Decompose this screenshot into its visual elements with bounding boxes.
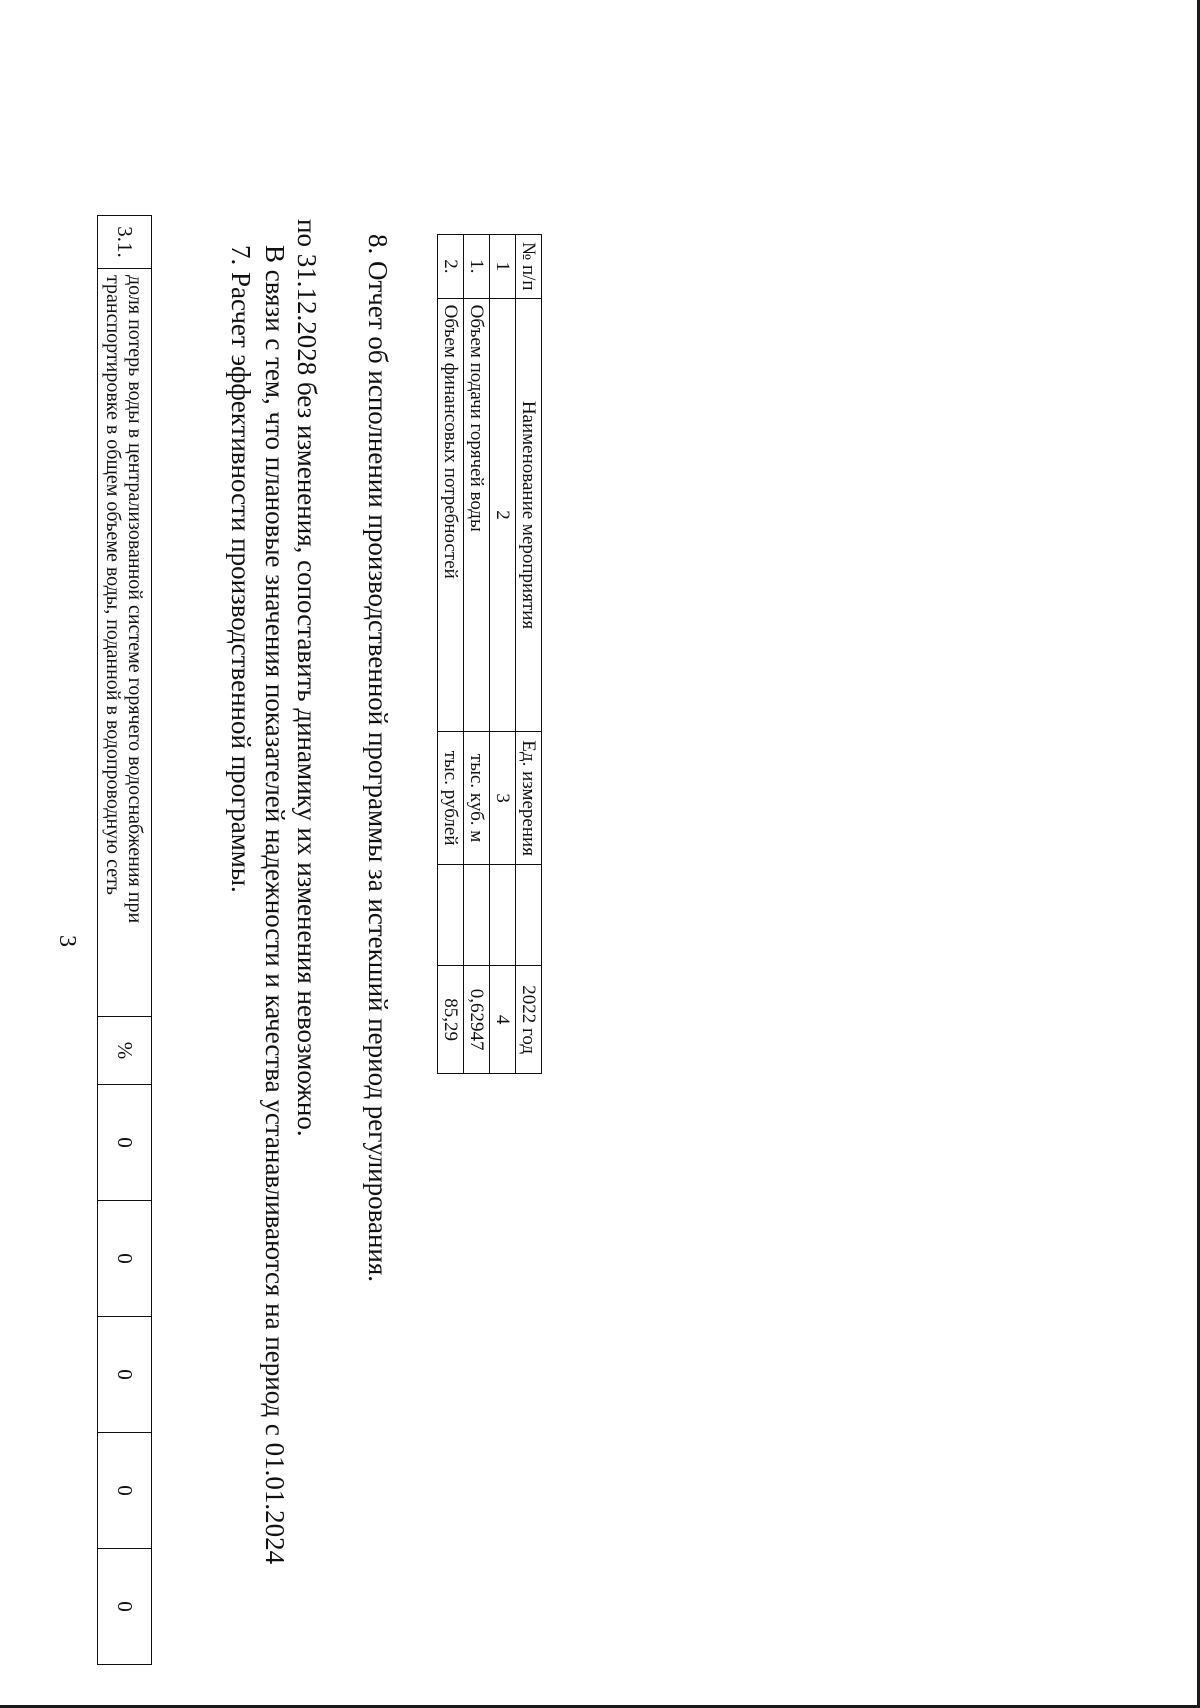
table-cell: 85,29 <box>438 966 464 1074</box>
indicators-table <box>97 215 152 1665</box>
table-cell: тыс. рублей <box>438 732 464 865</box>
header-cell: 2022 год <box>516 966 542 1074</box>
section-7-paragraph-line: В связи с тем, что плановые значения показателей надежности и качества устанавливаются на период с 01.01.2024 <box>260 245 290 1565</box>
header-cell: № п/п <box>516 235 542 299</box>
row-value: 0 <box>98 1201 152 1317</box>
table-cell: тыс. куб. м <box>464 732 490 865</box>
row-name-line: транспортировке в общем объеме воды, поданной в водопроводную сеть <box>102 275 125 895</box>
numbering-cell: 2 <box>490 298 516 732</box>
header-cell: Наименование мероприятия <box>516 298 542 732</box>
header-cell: Ед. измерения <box>516 732 542 865</box>
table-header-row <box>516 235 542 1074</box>
table-row <box>98 216 152 1665</box>
row-value: 0 <box>98 1433 152 1549</box>
report-table <box>437 234 542 1074</box>
numbering-cell <box>490 864 516 965</box>
row-unit: % <box>98 1017 152 1085</box>
header-cell <box>516 864 542 965</box>
numbering-cell: 4 <box>490 966 516 1074</box>
table-row <box>438 235 464 1074</box>
page-number: 3 <box>54 935 80 947</box>
table-cell: Объем финансовых потребностей <box>438 298 464 732</box>
table-numbering-row <box>490 235 516 1074</box>
table-cell: 2. <box>438 235 464 299</box>
numbering-cell: 3 <box>490 732 516 865</box>
table-cell: 0,62947 <box>464 966 490 1074</box>
table-cell: Объем подачи горячей воды <box>464 298 490 732</box>
row-value: 0 <box>98 1085 152 1201</box>
table-cell <box>464 864 490 965</box>
table-cell <box>438 864 464 965</box>
table-cell: 1. <box>464 235 490 299</box>
row-value: 0 <box>98 1317 152 1433</box>
section-8-title: 8. Отчет об исполнении производственной программы за истекший период регулирования. <box>363 234 393 1283</box>
row-name <box>98 269 152 1017</box>
table-row <box>464 235 490 1074</box>
row-value: 0 <box>98 1549 152 1665</box>
numbering-cell: 1 <box>490 235 516 299</box>
row-number: 3.1. <box>98 216 152 269</box>
section-7-paragraph-line: по 31.12.2028 без изменения, сопоставить динамику их изменения невозможно. <box>292 219 322 1137</box>
row-name-line: доля потерь воды в централизованной системе горячего водоснабжения при <box>124 275 147 924</box>
section-7-title: 7. Расчет эффективности производственной программы. <box>226 245 256 893</box>
